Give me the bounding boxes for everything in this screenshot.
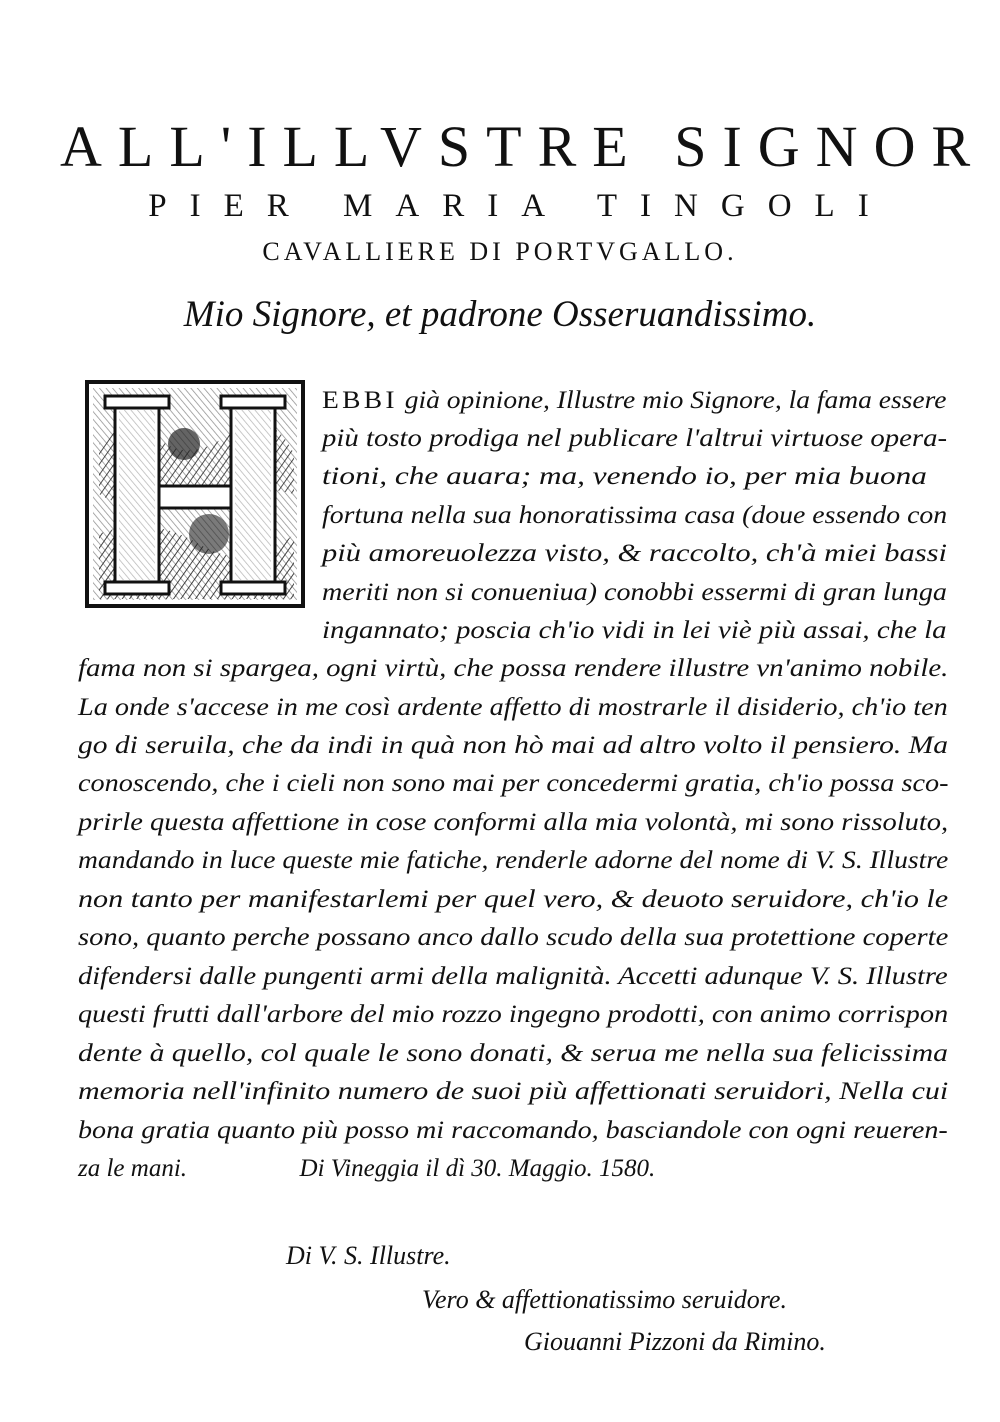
body-line-1-text: già opinione, Illustre mio Signore, la fama essere xyxy=(404,387,947,414)
signature: Giouanni Pizzoni da Rimino. xyxy=(524,1327,826,1356)
heading-line-3: CAVALLIERE DI PORTVGALLO. xyxy=(262,237,738,266)
body-line-8: fama non si spargea, ogni virtù, che possa rendere illustre vn'animo nobile. xyxy=(78,655,949,682)
body-line-13: mandando in luce queste mie fatiche, renderle adorne del nome di V. S. Illustre xyxy=(78,847,949,874)
body-line-7: ingannato; poscia ch'io vidi in lei viè più assai, che la xyxy=(322,617,947,644)
woodcut-initial-h-icon xyxy=(89,384,301,604)
body-line-15: sono, quanto perche possano anco dallo scudo della sua protettione coperte xyxy=(78,924,949,951)
body-line-9: La onde s'accese in me così ardente affetto di mostrarle il disiderio, ch'io ten xyxy=(78,694,948,721)
decorated-initial xyxy=(85,380,305,608)
body-line-16: difendersi dalle pungenti armi della malignità. Accetti adunque V. S. Illustre xyxy=(78,963,948,990)
body-last-line: za le mani. xyxy=(78,1155,188,1182)
first-word: EBBI xyxy=(322,387,398,414)
body-line-1 xyxy=(322,382,1000,420)
heading-line-2: PIER MARIA TINGOLI xyxy=(148,188,892,224)
closing-line-1: Di V. S. Illustre. xyxy=(286,1241,451,1270)
body-line-3: tioni, che auara; ma, venendo io, per mia buona xyxy=(322,463,927,490)
body-line-20: bona gratia quanto più posso mi raccomando, basciandole con ogni reueren- xyxy=(78,1117,948,1144)
body-line-4: fortuna nella sua honoratissima casa (doue essendo con xyxy=(322,502,948,529)
body-line-21 xyxy=(78,1150,818,1188)
closing-line-2: Vero & affettionatissimo seruidore. xyxy=(422,1285,787,1314)
body-line-18: dente à quello, col quale le sono donati, & serua me nella sua felicissima xyxy=(78,1040,948,1067)
body-line-12: prirle questa affettione in cose conformi alla mia volontà, mi sono rissoluto, xyxy=(78,809,949,836)
body-line-17: questi frutti dall'arbore del mio rozzo ingegno prodotti, con animo corrispon xyxy=(78,1001,949,1028)
heading-line-1: ALL'ILLVSTRE SIGNOR xyxy=(60,114,987,179)
body-line-19: memoria nell'infinito numero de suoi più affettionati seruidori, Nella cui xyxy=(78,1078,949,1105)
body-line-14: non tanto per manifestarlemi per quel vero, & deuoto seruidore, ch'io le xyxy=(78,886,949,913)
salutation: Mio Signore, et padrone Osseruandissimo. xyxy=(183,294,817,335)
date-line: Di Vineggia il dì 30. Maggio. 1580. xyxy=(299,1155,656,1182)
body-line-11: conoscendo, che i cieli non sono mai per concedermi gratia, ch'io possa sco- xyxy=(78,770,949,797)
body-line-10: go di seruila, che da indi in quà non hò mai ad altro volto il pensiero. Ma xyxy=(78,732,948,759)
body-line-6: meriti non si conueniua) conobbi essermi di gran lunga xyxy=(322,579,947,606)
body-line-5: più amoreuolezza visto, & raccolto, ch'à miei bassi xyxy=(322,540,948,567)
body-line-2: più tosto prodiga nel publicare l'altrui virtuose opera- xyxy=(322,425,948,452)
